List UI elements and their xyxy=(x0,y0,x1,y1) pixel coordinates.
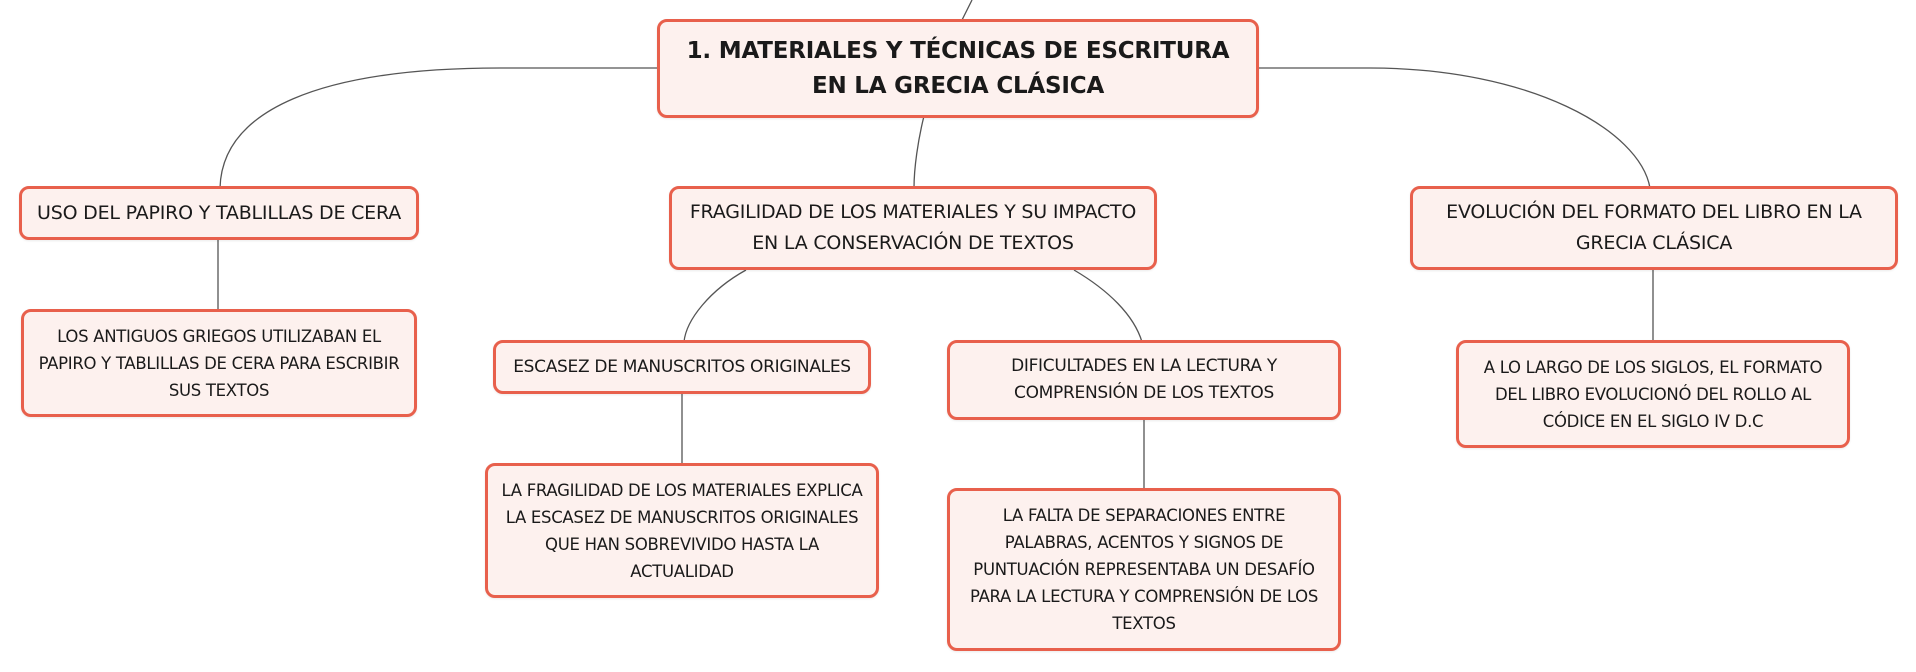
root-topic[interactable] xyxy=(657,19,1259,118)
branch-fragilidad[interactable] xyxy=(669,186,1157,270)
connector-fragilidad-to-dificultades xyxy=(1074,270,1142,342)
detail-papiro[interactable] xyxy=(21,309,417,417)
branch-papiro[interactable] xyxy=(19,186,419,240)
connector-parent-to-root xyxy=(962,0,972,20)
detail-escasez[interactable] xyxy=(485,463,879,598)
subtopic-escasez-label: ESCASEZ DE MANUSCRITOS ORIGINALES xyxy=(513,356,851,377)
root-topic-label: 1. MATERIALES Y TÉCNICAS DE ESCRITURA EN LA GRECIA CLÁSICA xyxy=(686,37,1230,99)
connector-root-to-fragilidad xyxy=(914,116,924,188)
detail-dificultades[interactable] xyxy=(947,488,1341,651)
branch-fragilidad-label: FRAGILIDAD DE LOS MATERIALES Y SU IMPACTO EN LA CONSERVACIÓN DE TEXTOS xyxy=(689,201,1137,254)
detail-dificultades-text: LA FALTA DE SEPARACIONES ENTRE PALABRAS, ACENTOS Y SIGNOS DE PUNTUACIÓN REPRESENTABA UN DESAFÍO PARA LA LECTURA Y COMPRENSIÓN DE LOS TEXTOS xyxy=(969,506,1319,633)
connector-root-to-evolucion xyxy=(1256,68,1650,188)
branch-evolucion[interactable] xyxy=(1410,186,1898,270)
connector-root-to-papiro xyxy=(220,68,660,188)
subtopic-dificultades-label: DIFICULTADES EN LA LECTURA Y COMPRENSIÓN DE LOS TEXTOS xyxy=(1011,356,1277,403)
detail-papiro-text: LOS ANTIGUOS GRIEGOS UTILIZABAN EL PAPIRO Y TABLILLAS DE CERA PARA ESCRIBIR SUS TEXTOS xyxy=(38,326,400,400)
subtopic-escasez[interactable] xyxy=(493,340,871,394)
detail-evolucion-text: A LO LARGO DE LOS SIGLOS, EL FORMATO DEL LIBRO EVOLUCIONÓ DEL ROLLO AL CÓDICE EN EL SIGLO IV D.C xyxy=(1483,357,1823,431)
detail-evolucion[interactable] xyxy=(1456,340,1850,448)
connector-fragilidad-to-escasez xyxy=(684,270,746,342)
branch-papiro-label: USO DEL PAPIRO Y TABLILLAS DE CERA xyxy=(37,201,401,224)
branch-evolucion-label: EVOLUCIÓN DEL FORMATO DEL LIBRO EN LA GRECIA CLÁSICA xyxy=(1446,201,1862,254)
detail-escasez-text: LA FRAGILIDAD DE LOS MATERIALES EXPLICA LA ESCASEZ DE MANUSCRITOS ORIGINALES QUE HAN SOBREVIVIDO HASTA LA ACTUALIDAD xyxy=(501,480,863,581)
subtopic-dificultades[interactable] xyxy=(947,340,1341,420)
